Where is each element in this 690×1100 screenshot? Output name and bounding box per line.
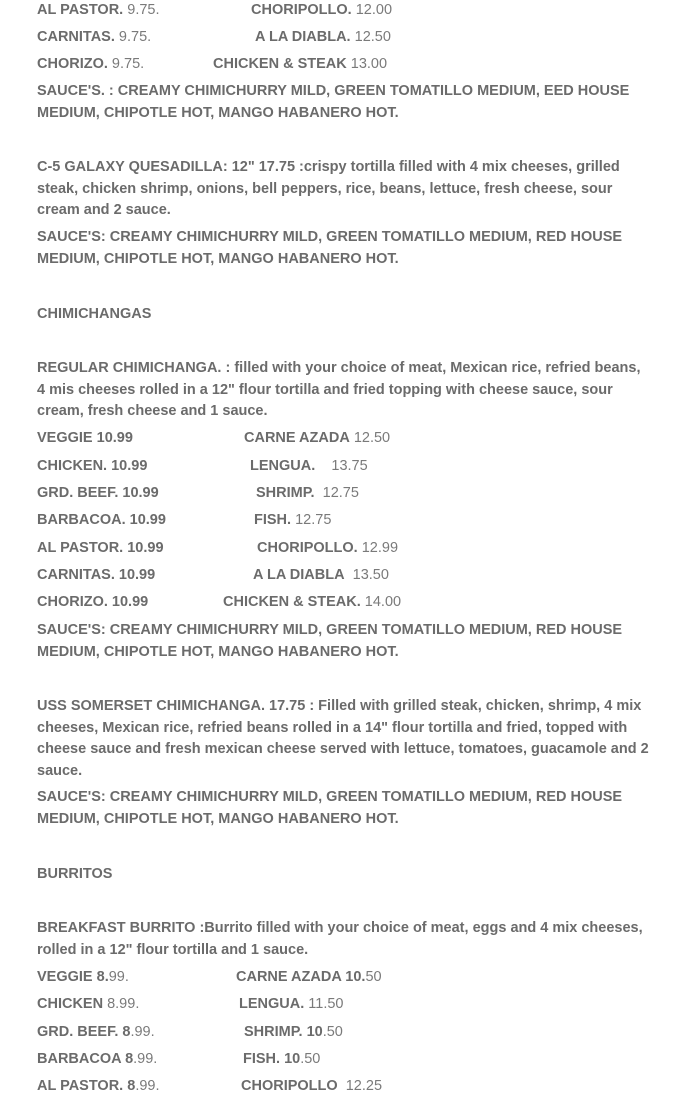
item-price: 11.50: [308, 996, 344, 1012]
item-right: [256, 483, 359, 504]
menu-row: [37, 510, 332, 531]
item-name: CHORIPOLLO.: [251, 2, 352, 18]
menu-row: [37, 456, 368, 477]
item-price: .99.: [130, 1024, 155, 1040]
item-price: 9.75.: [127, 2, 160, 18]
menu-row: [37, 1049, 321, 1070]
item-name: FISH. 10: [243, 1051, 301, 1067]
item-name: SHRIMP. 10: [244, 1024, 323, 1040]
menu-row: [37, 27, 391, 48]
item-right: [254, 510, 331, 531]
item-right: [213, 54, 387, 75]
item-price: .99.: [135, 1078, 160, 1094]
item-name: CHORIPOLLO.: [257, 540, 358, 556]
menu-row: [37, 1022, 343, 1043]
item-right: [241, 1076, 382, 1097]
menu-row: [37, 538, 399, 559]
item-description: C-5 GALAXY QUESADILLA: 12" 17.75 :crispy tortilla filled with 4 mix cheeses, grilled steak, chicken shrimp, onions, bell peppers, rice, beans, lettuce, fresh cheese, sour cream and 2 sauce.: [37, 159, 620, 218]
item-name: BARBACOA. 10.99: [37, 512, 166, 528]
item-name: CARNE AZADA: [244, 430, 350, 446]
item-name: A LA DIABLA.: [255, 29, 351, 45]
item-price: 50: [365, 969, 382, 985]
item-description: BREAKFAST BURRITO :Burrito filled with your choice of meat, eggs and 4 mix cheeses, rolled in a 12" flour tortilla and 1 sauce.: [37, 920, 643, 958]
menu-row: [37, 994, 344, 1015]
item-right: [251, 0, 392, 21]
item-right: [257, 538, 398, 559]
item-name: GRD. BEEF. 10.99: [37, 485, 159, 501]
item-price: .50: [322, 1024, 343, 1040]
item-name: CHORIPOLLO: [241, 1078, 338, 1094]
item-name: AL PASTOR.: [37, 2, 124, 18]
item-price: 9.75.: [111, 56, 145, 72]
menu-row: [37, 428, 391, 449]
item-name: CHICKEN & STEAK.: [223, 594, 361, 610]
item-description: REGULAR CHIMICHANGA. : filled with your choice of meat, Mexican rice, refried beans, 4 mis cheeses rolled in a 12" flour tortilla and fried topping with cheese sauce, sour cream, fresh cheese and 1 sauce.: [37, 360, 641, 419]
item-price: 13.75: [331, 458, 368, 474]
item-name: AL PASTOR. 10.99: [37, 540, 164, 556]
item-price: 12.00: [355, 2, 393, 18]
item-name: CHORIZO.: [37, 56, 108, 72]
item-price: 12.75: [295, 512, 332, 528]
item-name: CARNITAS.: [37, 29, 115, 45]
item-right: [250, 456, 368, 477]
menu-row: [37, 0, 393, 21]
item-price: 13.50: [352, 567, 389, 583]
item-name: VEGGIE 8.: [37, 969, 109, 985]
item-name: A LA DIABLA: [253, 567, 345, 583]
item-right: [255, 27, 391, 48]
item-right: [244, 428, 390, 449]
item-name: GRD. BEEF. 8: [37, 1024, 131, 1040]
item-price: 8.99.: [107, 996, 140, 1012]
item-price: 99.: [108, 969, 129, 985]
item-price: 12.75: [322, 485, 359, 501]
item-price: 9.75.: [118, 29, 152, 45]
item-right: [244, 1022, 343, 1043]
item-name: CHICKEN: [37, 996, 104, 1012]
item-price: 14.00: [364, 594, 402, 610]
menu-row: [37, 967, 382, 988]
item-name: VEGGIE 10.99: [37, 430, 133, 446]
item-price: 12.50: [354, 29, 391, 45]
section-heading: CHIMICHANGAS: [37, 306, 152, 322]
item-price: .50: [300, 1051, 321, 1067]
item-name: FISH.: [254, 512, 292, 528]
item-right: [239, 994, 344, 1015]
item-description: USS SOMERSET CHIMICHANGA. 17.75 : Filled with grilled steak, chicken, shrimp, 4 mix cheeses, Mexican rice, refried beans rolled in a 14" flour tortilla and fried, topped with cheese sauce and fresh mexican cheese served with lettuce, tomatoes, guacamole and 2 sauce.: [37, 698, 649, 779]
item-name: BARBACOA 8: [37, 1051, 134, 1067]
item-right: [223, 592, 401, 613]
item-name: CARNITAS. 10.99: [37, 567, 156, 583]
item-right: [236, 967, 382, 988]
menu-row: [37, 1076, 383, 1097]
sauce-note: SAUCE'S: CREAMY CHIMICHURRY MILD, GREEN TOMATILLO MEDIUM, RED HOUSE MEDIUM, CHIPOTLE HOT, MANGO HABANERO HOT.: [37, 229, 623, 267]
item-name: CARNE AZADA 10.: [236, 969, 366, 985]
item-name: CHICKEN & STEAK: [213, 56, 347, 72]
menu-row: [37, 592, 402, 613]
item-name: AL PASTOR. 8: [37, 1078, 136, 1094]
item-price: 12.99: [361, 540, 399, 556]
item-price: 12.25: [345, 1078, 383, 1094]
item-price: 12.50: [353, 430, 391, 446]
sauce-note: SAUCE'S: CREAMY CHIMICHURRY MILD, GREEN TOMATILLO MEDIUM, RED HOUSE MEDIUM, CHIPOTLE HOT, MANGO HABANERO HOT.: [37, 622, 623, 660]
item-name: SHRIMP.: [256, 485, 315, 501]
menu-row: [37, 483, 359, 504]
menu-row: [37, 565, 389, 586]
menu-row: [37, 54, 388, 75]
item-name: LENGUA.: [239, 996, 305, 1012]
item-name: CHORIZO. 10.99: [37, 594, 149, 610]
item-price: .99.: [133, 1051, 158, 1067]
section-heading: BURRITOS: [37, 866, 113, 882]
item-price: 13.00: [350, 56, 388, 72]
item-right: [253, 565, 389, 586]
item-name: LENGUA.: [250, 458, 316, 474]
item-right: [243, 1049, 320, 1070]
item-name: CHICKEN. 10.99: [37, 458, 148, 474]
sauce-note: SAUCE'S. : CREAMY CHIMICHURRY MILD, GREEN TOMATILLO MEDIUM, EED HOUSE MEDIUM, CHIPOTLE HOT, MANGO HABANERO HOT.: [37, 83, 630, 121]
sauce-note: SAUCE'S: CREAMY CHIMICHURRY MILD, GREEN TOMATILLO MEDIUM, RED HOUSE MEDIUM, CHIPOTLE HOT, MANGO HABANERO HOT.: [37, 789, 623, 827]
